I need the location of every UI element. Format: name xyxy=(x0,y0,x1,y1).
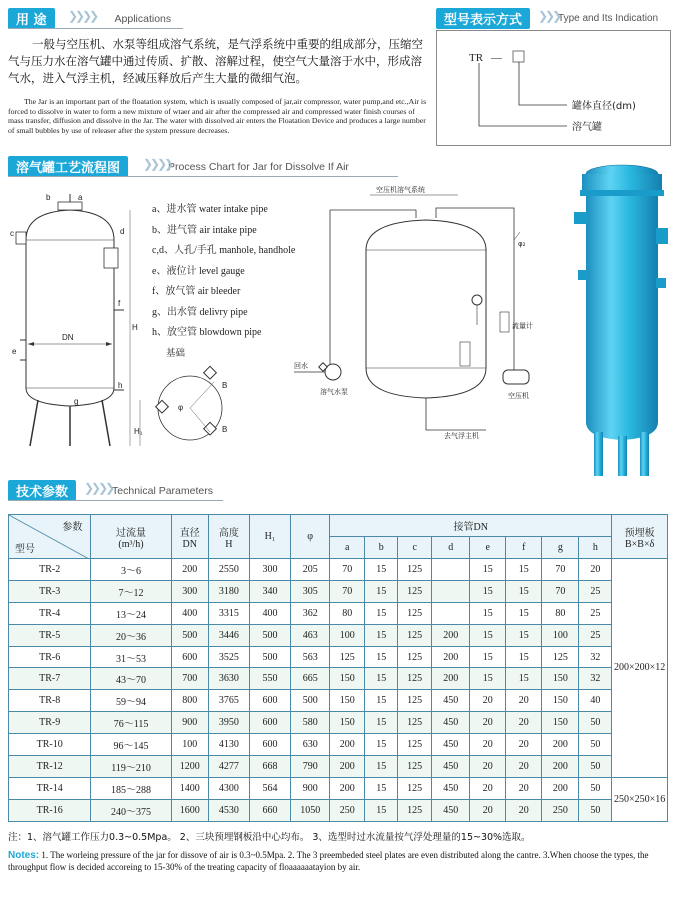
table-cell: 500 xyxy=(249,624,290,646)
type-dash: — xyxy=(491,52,502,64)
table-cell: 100 xyxy=(171,734,208,756)
table-cell: 250 xyxy=(330,799,365,821)
table-cell: 200 xyxy=(432,668,470,690)
table-cell: 50 xyxy=(579,756,612,778)
table-cell: 15 xyxy=(365,646,398,668)
table-cell: 100 xyxy=(330,624,365,646)
table-cell: 125 xyxy=(398,756,432,778)
table-cell: 600 xyxy=(249,712,290,734)
table-cell: 240～375 xyxy=(91,799,171,821)
table-cell: 50 xyxy=(579,712,612,734)
air-system-label: 空压机溶气系统 xyxy=(376,186,425,194)
table-cell: 660 xyxy=(249,799,290,821)
table-cell: 3315 xyxy=(208,602,249,624)
type-header xyxy=(436,8,676,29)
table-cell: 15 xyxy=(506,624,542,646)
table-row xyxy=(9,559,668,581)
table-cell: 200 xyxy=(542,734,579,756)
table-cell: 70 xyxy=(542,580,579,602)
table-row xyxy=(9,712,668,734)
table-cell: 20 xyxy=(506,799,542,821)
table-cell: 25 xyxy=(579,624,612,646)
header-h1: H₁ xyxy=(249,515,290,559)
table-cell: TR-8 xyxy=(9,690,91,712)
table-cell: 15 xyxy=(365,799,398,821)
drawing-label-dn: DN xyxy=(62,333,74,342)
table-cell: 32 xyxy=(579,646,612,668)
table-cell: 1600 xyxy=(171,799,208,821)
table-cell: 450 xyxy=(432,734,470,756)
table-cell: TR-10 xyxy=(9,734,91,756)
table-cell: 150 xyxy=(542,668,579,690)
table-cell: 70 xyxy=(330,580,365,602)
tank-photo xyxy=(568,160,678,480)
table-cell xyxy=(432,602,470,624)
table-cell: 15 xyxy=(365,690,398,712)
table-cell: 3446 xyxy=(208,624,249,646)
header-phi: φ xyxy=(291,515,330,559)
table-cell: 668 xyxy=(249,756,290,778)
header-pipe-col: b xyxy=(365,537,398,559)
table-cell: 125 xyxy=(330,646,365,668)
table-cell: 20 xyxy=(470,690,506,712)
drawing-label-b: b xyxy=(46,193,51,202)
table-cell: 3525 xyxy=(208,646,249,668)
table-cell: 15 xyxy=(365,624,398,646)
tech-title-cn: 技术参数 xyxy=(8,480,76,501)
applications-title-en: Applications xyxy=(114,12,172,25)
drawing-label-phi: φ xyxy=(178,403,184,412)
process-legend xyxy=(152,200,295,344)
table-cell: 150 xyxy=(542,690,579,712)
chevron-decor-icon: ❯❯❯❯ xyxy=(68,9,97,23)
table-cell: 3630 xyxy=(208,668,249,690)
table-cell: 125 xyxy=(398,668,432,690)
drawing-label-H1: H₁ xyxy=(134,427,143,436)
table-cell: 125 xyxy=(398,799,432,821)
table-cell: 20 xyxy=(506,777,542,799)
table-cell: 25 xyxy=(579,580,612,602)
process-title-cn: 溶气罐工艺流程图 xyxy=(8,156,128,177)
table-cell: 2550 xyxy=(208,559,249,581)
foundation-plan-drawing xyxy=(150,342,240,460)
legend-item: f、放气管 air bleeder xyxy=(152,286,241,297)
header-model: 型号 xyxy=(15,544,35,555)
compressor-label: 空压机 xyxy=(508,392,529,400)
drawing-label-f: f xyxy=(118,299,121,308)
table-cell: 250 xyxy=(542,799,579,821)
type-code: TR xyxy=(469,52,484,64)
drawing-label-e: e xyxy=(12,347,17,356)
table-cell: 150 xyxy=(330,668,365,690)
table-cell: 80 xyxy=(542,602,579,624)
table-cell: 15 xyxy=(506,580,542,602)
table-cell: 20 xyxy=(470,712,506,734)
drawing-label-d: d xyxy=(120,227,125,236)
table-cell: 125 xyxy=(398,580,432,602)
table-cell: 125 xyxy=(398,712,432,734)
table-cell: 305 xyxy=(291,580,330,602)
table-row xyxy=(9,602,668,624)
table-cell: 20 xyxy=(470,777,506,799)
table-row xyxy=(9,624,668,646)
table-row xyxy=(9,580,668,602)
table-cell: TR-7 xyxy=(9,668,91,690)
notes-label: Notes: xyxy=(8,850,40,861)
feed-water-label: 回水 xyxy=(294,362,308,370)
table-cell: 15 xyxy=(365,712,398,734)
foundation-label-b: B xyxy=(222,381,228,390)
table-cell: 15 xyxy=(506,646,542,668)
header-flow: 过流量 (m³/h) xyxy=(91,515,171,559)
plate-size-a: 200×200×12 xyxy=(612,559,668,778)
table-cell: 362 xyxy=(291,602,330,624)
table-cell: 4277 xyxy=(208,756,249,778)
table-cell: 200 xyxy=(330,777,365,799)
table-cell: 20 xyxy=(470,799,506,821)
notes-en-text: 1. The worleing pressure of the jar for dissove of air is 0.3~0.5Mpa. 2. The 3 preembeded steel plates are even distributed along the cantre. 3.When choose the types, the throughput flow is decided accoreing to 15-30% of the treating capacity of floaaaaaatayion by air. xyxy=(8,850,649,872)
drawing-label-H: H xyxy=(132,323,138,332)
header-pipe-col: f xyxy=(506,537,542,559)
table-cell: 3765 xyxy=(208,690,249,712)
table-cell: 20 xyxy=(506,734,542,756)
table-cell: 1200 xyxy=(171,756,208,778)
type-title-cn: 型号表示方式 xyxy=(436,8,530,29)
table-cell: 15 xyxy=(365,734,398,756)
table-cell: TR-9 xyxy=(9,712,91,734)
legend-item: h、放空管 blowdown pipe xyxy=(152,327,262,338)
header-height: 高度 H xyxy=(208,515,249,559)
table-cell: 800 xyxy=(171,690,208,712)
table-cell: 600 xyxy=(249,734,290,756)
header-param-model xyxy=(9,515,91,559)
table-cell: 450 xyxy=(432,690,470,712)
table-cell: 500 xyxy=(249,646,290,668)
table-cell: 31～53 xyxy=(91,646,171,668)
table-cell: 300 xyxy=(249,559,290,581)
chevron-decor-icon: ❯❯❯❯ xyxy=(143,157,172,171)
table-cell: 15 xyxy=(365,777,398,799)
table-cell: 125 xyxy=(398,559,432,581)
table-cell: 15 xyxy=(506,559,542,581)
table-cell: 564 xyxy=(249,777,290,799)
table-cell: 150 xyxy=(542,712,579,734)
table-cell: 200 xyxy=(542,756,579,778)
chevron-decor-icon: ❯❯❯ xyxy=(538,9,560,23)
table-cell: 900 xyxy=(171,712,208,734)
header-pipe-col: d xyxy=(432,537,470,559)
type-label-name: 溶气罐 xyxy=(572,122,602,133)
table-cell: 700 xyxy=(171,668,208,690)
table-cell: 50 xyxy=(579,777,612,799)
table-cell: TR-16 xyxy=(9,799,91,821)
table-cell: 450 xyxy=(432,777,470,799)
legend-item: c,d、人孔/手孔 manhole, handhole xyxy=(152,245,296,256)
pump-label: 溶气水泵 xyxy=(320,388,348,396)
table-cell: 50 xyxy=(579,799,612,821)
table-cell: 119～210 xyxy=(91,756,171,778)
table-cell: 200 xyxy=(330,756,365,778)
tank-dimension-drawing xyxy=(6,190,148,458)
table-cell: 4130 xyxy=(208,734,249,756)
table-row xyxy=(9,668,668,690)
table-row xyxy=(9,756,668,778)
table-cell xyxy=(432,559,470,581)
table-cell: 665 xyxy=(291,668,330,690)
flowmeter-label: 流量计 xyxy=(512,322,533,330)
table-cell: 3950 xyxy=(208,712,249,734)
tech-title-en: Technical Parameters xyxy=(112,484,213,497)
table-cell: 43～70 xyxy=(91,668,171,690)
table-cell: 1400 xyxy=(171,777,208,799)
table-cell: TR-3 xyxy=(9,580,91,602)
plate-size-b: 250×250×16 xyxy=(612,777,668,821)
table-cell: 630 xyxy=(291,734,330,756)
table-cell: 15 xyxy=(470,624,506,646)
header-pipe: 接管DN xyxy=(330,515,612,537)
table-row xyxy=(9,690,668,712)
table-cell: 32 xyxy=(579,668,612,690)
table-cell: 20 xyxy=(506,712,542,734)
table-cell: 150 xyxy=(330,690,365,712)
table-cell: 13～24 xyxy=(91,602,171,624)
table-cell: 4530 xyxy=(208,799,249,821)
table-cell: 59～94 xyxy=(91,690,171,712)
applications-text-cn: 一般与空压机、水泵等组成溶气系统，是气浮系统中重要的组成部分，压缩空气与压力水在溶气罐中通过传质、扩散、溶解过程，使空气大量溶于水中，形成溶气水，进入气浮主机，经减压释放后产生大量的微细气泡。 xyxy=(8,37,423,85)
drawing-label-c: c xyxy=(10,229,14,238)
table-cell: 15 xyxy=(365,756,398,778)
table-cell: 15 xyxy=(365,602,398,624)
table-cell: 400 xyxy=(171,602,208,624)
table-cell: 1050 xyxy=(291,799,330,821)
header-pipe-col: e xyxy=(470,537,506,559)
process-title-en: Process Chart for Jar for Dissolve If Air xyxy=(168,160,349,173)
table-cell: TR-12 xyxy=(9,756,91,778)
applications-header xyxy=(8,8,198,29)
legend-item: g、出水管 delivry pipe xyxy=(152,306,248,318)
table-cell: 450 xyxy=(432,712,470,734)
table-cell: 15 xyxy=(506,602,542,624)
table-row xyxy=(9,777,668,799)
table-cell: 450 xyxy=(432,756,470,778)
header-pipe-col: a xyxy=(330,537,365,559)
table-cell: 200 xyxy=(330,734,365,756)
notes-cn: 注：1、溶气罐工作压力0.3~0.5Mpa。 2、三块预埋钢板沿中心均布。 3、选型时过水流量按气浮处理量的15~30%选取。 xyxy=(8,832,531,843)
table-cell: 20～36 xyxy=(91,624,171,646)
header-pipe-col: c xyxy=(398,537,432,559)
table-cell: 15 xyxy=(470,646,506,668)
table-cell: 3～6 xyxy=(91,559,171,581)
applications-text-en: The Jar is an important part of the floatation system, which is usually composed of jar,air compressor, water pump,and etc.,Air is forced to dissolve in water to form a new mixture of wtaer and air after the compressed air and compressed water finish courses of mass transfer, diffusion and dissolve in the Jar. The water with dissolved air enters the Floatation Device and produces a large number of small bubbles by use of releaser after the system pressure decreases. xyxy=(8,97,427,135)
table-cell: 15 xyxy=(470,580,506,602)
table-cell: 70 xyxy=(542,559,579,581)
table-cell: 15 xyxy=(506,668,542,690)
legend-item: e、液位计 level gauge xyxy=(152,265,245,277)
table-cell: 200 xyxy=(432,624,470,646)
table-cell: 790 xyxy=(291,756,330,778)
table-cell: 20 xyxy=(470,756,506,778)
table-cell: 96～145 xyxy=(91,734,171,756)
table-cell: 200 xyxy=(432,646,470,668)
drawing-label-a: a xyxy=(78,193,83,202)
table-cell: TR-4 xyxy=(9,602,91,624)
table-cell: 20 xyxy=(470,734,506,756)
table-cell: TR-6 xyxy=(9,646,91,668)
table-cell: 500 xyxy=(291,690,330,712)
tech-parameters-table xyxy=(8,514,668,822)
table-cell: 100 xyxy=(542,624,579,646)
table-cell: 80 xyxy=(330,602,365,624)
table-row xyxy=(9,734,668,756)
type-indication-box xyxy=(436,30,671,146)
table-cell: 40 xyxy=(579,690,612,712)
table-cell: 550 xyxy=(249,668,290,690)
table-cell: 20 xyxy=(506,756,542,778)
type-code-diagram xyxy=(437,31,672,147)
table-cell: 450 xyxy=(432,799,470,821)
table-cell: 185～288 xyxy=(91,777,171,799)
table-cell: 125 xyxy=(398,624,432,646)
tech-header xyxy=(8,480,238,501)
header-pipe-col: h xyxy=(579,537,612,559)
table-cell: 125 xyxy=(398,734,432,756)
table-cell: 76～115 xyxy=(91,712,171,734)
table-cell: 200 xyxy=(171,559,208,581)
table-cell: 900 xyxy=(291,777,330,799)
table-cell: 300 xyxy=(171,580,208,602)
table-cell: 125 xyxy=(398,646,432,668)
chevron-decor-icon: ❯❯❯❯ xyxy=(84,481,113,495)
table-cell: 15 xyxy=(365,580,398,602)
table-cell: 200 xyxy=(542,777,579,799)
foundation-label-b2: B xyxy=(222,425,228,434)
type-title-en: Type and Its Indication xyxy=(558,13,659,24)
foundation-label: 基础 xyxy=(166,348,186,359)
table-cell: 20 xyxy=(579,559,612,581)
table-cell: 7～12 xyxy=(91,580,171,602)
valve-mark: φ₂ xyxy=(518,240,526,248)
table-cell: 563 xyxy=(291,646,330,668)
table-cell: TR-2 xyxy=(9,559,91,581)
table-cell: 125 xyxy=(398,777,432,799)
table-cell: 150 xyxy=(330,712,365,734)
table-cell: 205 xyxy=(291,559,330,581)
table-cell xyxy=(432,580,470,602)
table-cell: 580 xyxy=(291,712,330,734)
header-param: 参数 xyxy=(62,522,83,533)
table-cell: 125 xyxy=(542,646,579,668)
process-system-schematic xyxy=(290,180,550,460)
header-plate: 预埋板 B×B×δ xyxy=(612,515,668,559)
table-cell: 15 xyxy=(365,668,398,690)
table-cell: 400 xyxy=(249,602,290,624)
table-cell: 4300 xyxy=(208,777,249,799)
legend-item: b、进气管 air intake pipe xyxy=(152,224,257,236)
table-cell: TR-14 xyxy=(9,777,91,799)
header-dia: 直径 DN xyxy=(171,515,208,559)
notes-en xyxy=(8,850,673,873)
table-row xyxy=(9,799,668,821)
table-cell: 15 xyxy=(470,602,506,624)
table-cell: 3180 xyxy=(208,580,249,602)
legend-item: a、进水管 water intake pipe xyxy=(152,204,268,215)
table-cell: 600 xyxy=(171,646,208,668)
table-cell: 500 xyxy=(171,624,208,646)
table-cell: 70 xyxy=(330,559,365,581)
table-cell: 25 xyxy=(579,602,612,624)
table-cell: 463 xyxy=(291,624,330,646)
table-cell: TR-5 xyxy=(9,624,91,646)
table-cell: 340 xyxy=(249,580,290,602)
drawing-label-h: h xyxy=(118,381,123,390)
process-header xyxy=(8,156,408,177)
to-main-label: 去气浮主机 xyxy=(444,432,479,440)
table-cell: 600 xyxy=(249,690,290,712)
type-label-diameter: 罐体直径(dm) xyxy=(572,101,636,112)
table-cell: 125 xyxy=(398,602,432,624)
table-cell: 125 xyxy=(398,690,432,712)
table-cell: 15 xyxy=(470,559,506,581)
table-row xyxy=(9,646,668,668)
header-pipe-col: g xyxy=(542,537,579,559)
applications-title-cn: 用 途 xyxy=(8,8,55,29)
drawing-label-g: g xyxy=(74,397,79,406)
table-cell: 15 xyxy=(470,668,506,690)
table-cell: 50 xyxy=(579,734,612,756)
table-cell: 15 xyxy=(365,559,398,581)
table-cell: 20 xyxy=(506,690,542,712)
